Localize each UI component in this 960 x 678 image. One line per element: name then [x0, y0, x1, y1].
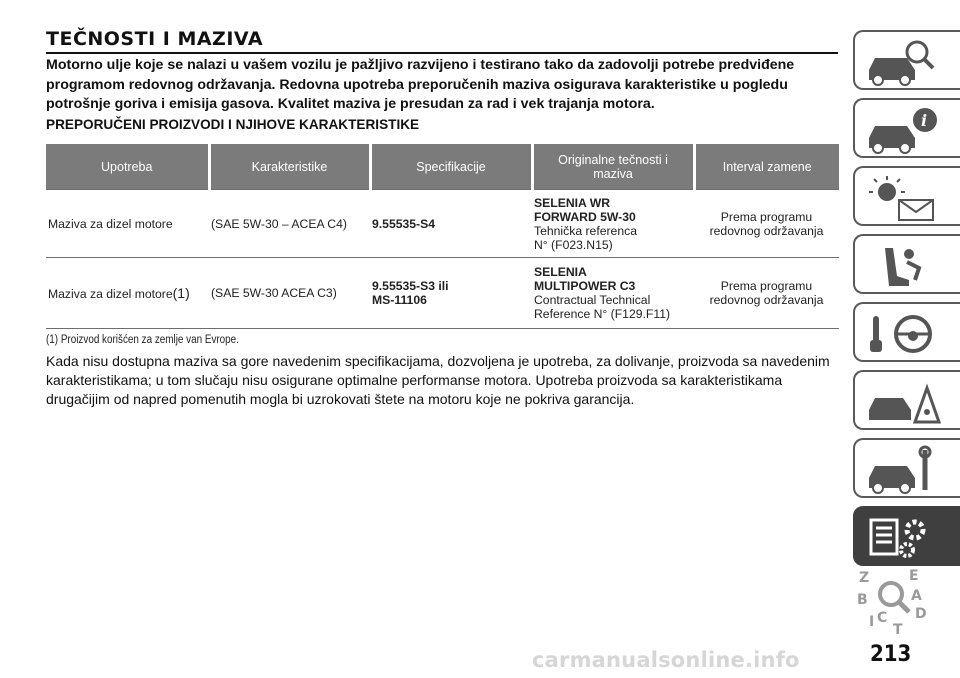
index-letter: B [857, 592, 868, 608]
cell-spec [370, 258, 532, 329]
tab-specifications[interactable] [853, 506, 960, 566]
table-row [46, 190, 839, 258]
use-text: Maziva za dizel motore [48, 286, 173, 301]
tab-maintenance[interactable] [853, 438, 960, 498]
car-service-tools-icon [863, 444, 943, 496]
footnote-ref: (1) [172, 284, 190, 301]
page-number: 213 [870, 642, 912, 667]
specifications-gears-icon [863, 512, 943, 564]
airbag-seat-icon [863, 240, 943, 292]
cell-characteristics: (SAE 5W-30 ACEA C3) [209, 258, 370, 329]
original-ref-2: Reference N° (F129.F11) [534, 307, 671, 321]
closing-paragraph: Kada nisu dostupna maziva sa gore navedenim specifikacijama, dozvoljena je upotreba, za dolivanje, proizvoda sa navedenim karakteristikama; u tom slučaju nisu osigurane optimalne performanse motora. Upotreba proizvoda sa karakteristikama drugačijim od napred pomenutih mogla bi uzrokovati štete na motoru koje ne pokriva garancija. [46, 353, 830, 407]
tab-safety[interactable] [853, 234, 960, 294]
original-ref-1: Tehnička referenca [534, 223, 637, 238]
original-name-2: MULTIPOWER C3 [534, 279, 636, 293]
tab-driving[interactable] [853, 302, 960, 362]
tab-emergency[interactable] [853, 370, 960, 430]
page-title: TEČNOSTI I MAZIVA [46, 28, 838, 54]
spec-line-2: MS-11106 [372, 293, 427, 307]
interval-line-2: redovnog održavanja [709, 223, 824, 238]
warning-light-message-icon [863, 172, 943, 224]
key-steering-wheel-icon [863, 308, 943, 360]
cell-use [46, 190, 209, 258]
svg-text:i: i [921, 111, 928, 130]
cell-use [46, 258, 209, 329]
original-name-2: FORWARD 5W-30 [534, 209, 636, 224]
car-info-icon [863, 104, 943, 156]
cell-original [532, 190, 694, 258]
table-row [46, 258, 839, 329]
header-specifications: Specifikacije [370, 144, 532, 190]
car-search-icon [863, 36, 943, 88]
index-letter: T [893, 622, 903, 636]
interval-line-1: Prema programu [720, 209, 813, 224]
cell-original [532, 258, 694, 329]
road-warning-icon [863, 376, 943, 428]
index-letter: Z [859, 570, 870, 586]
intro-paragraph: Motorno ulje koje se nalazi u vašem vozilu je pažljivo razvijeno i testirano tako da zadovolji potrebe predviđene programom redovnog održavanja. Redovna upotreba preporučenih maziva osigurava karakteristike u pogledu potrošnje goriva i emisija gasova. Kvalitet maziva je presudan za rad i vek trajanja motora. [46, 57, 795, 112]
tab-index[interactable] [853, 566, 960, 636]
cell-spec: 9.55535-S4 [370, 190, 532, 258]
alphabetical-index-search-icon [853, 566, 943, 636]
tab-car-search[interactable] [853, 30, 960, 90]
index-letter: E [909, 568, 919, 584]
cell-characteristics: (SAE 5W-30 – ACEA C4) [209, 190, 370, 258]
table-header-row [46, 144, 839, 190]
chapter-tabs [853, 30, 960, 640]
section-subheading: PREPORUČENI PROIZVODI I NJIHOVE KARAKTERISTIKE [46, 117, 420, 132]
header-change-interval: Interval zamene [694, 144, 839, 190]
footnote: (1) Proizvod korišćen za zemlje van Evrope. [46, 334, 239, 346]
header-characteristics: Karakteristike [209, 144, 370, 190]
cell-interval [694, 258, 839, 329]
original-name-1: SELENIA [534, 265, 587, 279]
interval-line-1: Prema programu [720, 279, 813, 293]
spec-line-1: 9.55535-S3 ili [372, 279, 449, 293]
tab-car-info[interactable] [853, 98, 960, 158]
index-letter: I [869, 614, 875, 630]
original-ref-2: N° (F023.N15) [534, 237, 613, 252]
index-letter: D [915, 606, 927, 622]
header-use: Upotreba [46, 144, 209, 190]
cell-interval [694, 190, 839, 258]
header-original-fluids: Originalne tečnosti i maziva [532, 144, 694, 190]
original-ref-1: Contractual Technical [534, 293, 651, 307]
watermark: carmanualsonline.info [532, 648, 800, 672]
interval-line-2: redovnog održavanja [709, 293, 824, 307]
original-name-1: SELENIA WR [534, 195, 611, 210]
tab-warning-lights[interactable] [853, 166, 960, 226]
use-text: Maziva za dizel motore [48, 216, 173, 231]
lubricants-table [46, 144, 839, 329]
index-letter: C [877, 610, 888, 626]
index-letter: A [911, 588, 922, 604]
